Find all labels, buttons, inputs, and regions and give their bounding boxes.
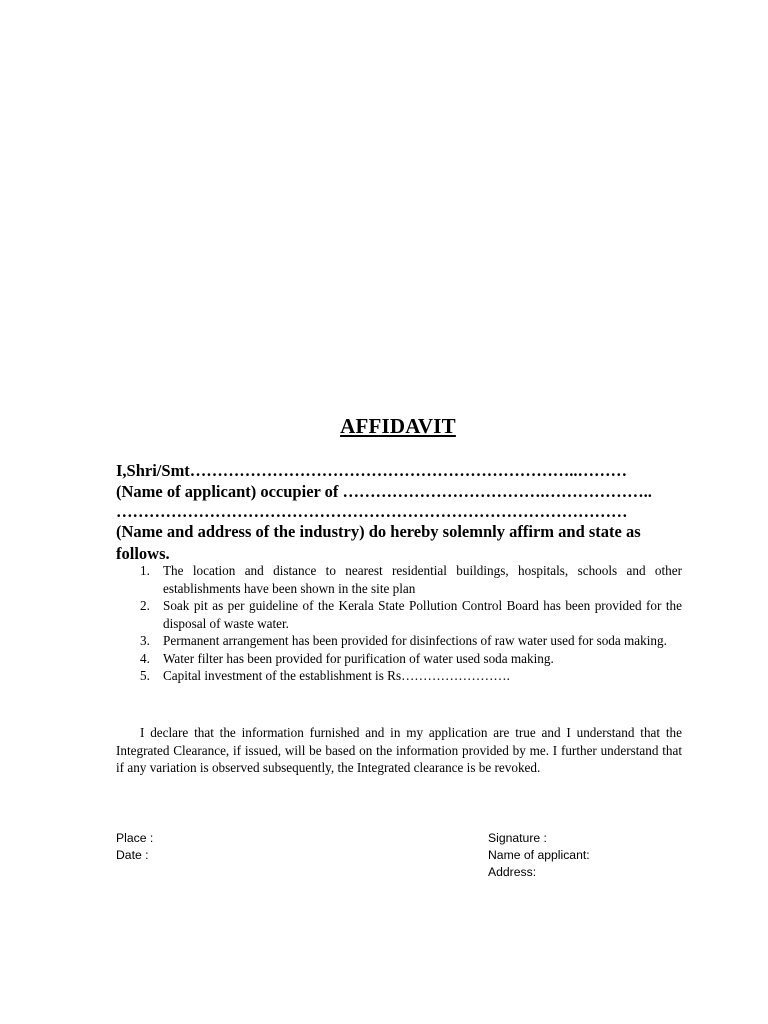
list-item xyxy=(116,667,682,685)
list-item-text: Soak pit as per guideline of the Kerala State Pollution Control Board has been provided for the disposal of waste water. xyxy=(163,598,682,631)
applicant-name-label: Name of applicant: xyxy=(488,848,590,862)
document-title: AFFIDAVIT xyxy=(340,414,456,438)
list-item xyxy=(116,562,682,597)
industry-blank-line: ………………………………………………………………………………… xyxy=(116,502,628,521)
list-item-text: Permanent arrangement has been provided for disinfections of raw water used for soda making. xyxy=(163,633,667,648)
list-item-text: The location and distance to nearest residential buildings, hospitals, schools and other establishments have been shown in the site plan xyxy=(163,563,682,596)
signature-label: Signature : xyxy=(488,831,547,845)
list-item xyxy=(116,632,682,650)
list-item xyxy=(116,597,682,632)
list-item-number: 2. xyxy=(140,598,150,613)
date-label: Date : xyxy=(116,848,149,862)
occupier-line: (Name of applicant) occupier of ……………………………….……………….. xyxy=(116,482,652,501)
place-label: Place : xyxy=(116,831,154,845)
list-item-number: 1. xyxy=(140,563,150,578)
affirmation-line-end: follows. xyxy=(116,544,170,563)
list-item-number: 3. xyxy=(140,633,150,648)
declaration-paragraph: I declare that the information furnished and in my application are true and I understand that the Integrated Clearance, if issued, will be based on the information provided by me. I further understand that if any variation is observed subsequently, the Integrated clearance is be revoked. xyxy=(116,725,682,775)
list-item-text: Capital investment of the establishment is Rs……………………. xyxy=(163,668,510,683)
address-label: Address: xyxy=(488,865,537,879)
affirmation-line: (Name and address of the industry) do hereby solemnly affirm and state as xyxy=(116,522,641,541)
list-item-text: Water filter has been provided for purification of water used soda making. xyxy=(163,650,554,666)
list-item-number: 4. xyxy=(140,650,150,666)
applicant-name-line: I,Shri/Smt……………………………………………………………..……… xyxy=(116,461,628,480)
affidavit-statements-list xyxy=(116,562,682,685)
list-item-number: 5. xyxy=(140,668,150,683)
list-item xyxy=(116,650,682,668)
